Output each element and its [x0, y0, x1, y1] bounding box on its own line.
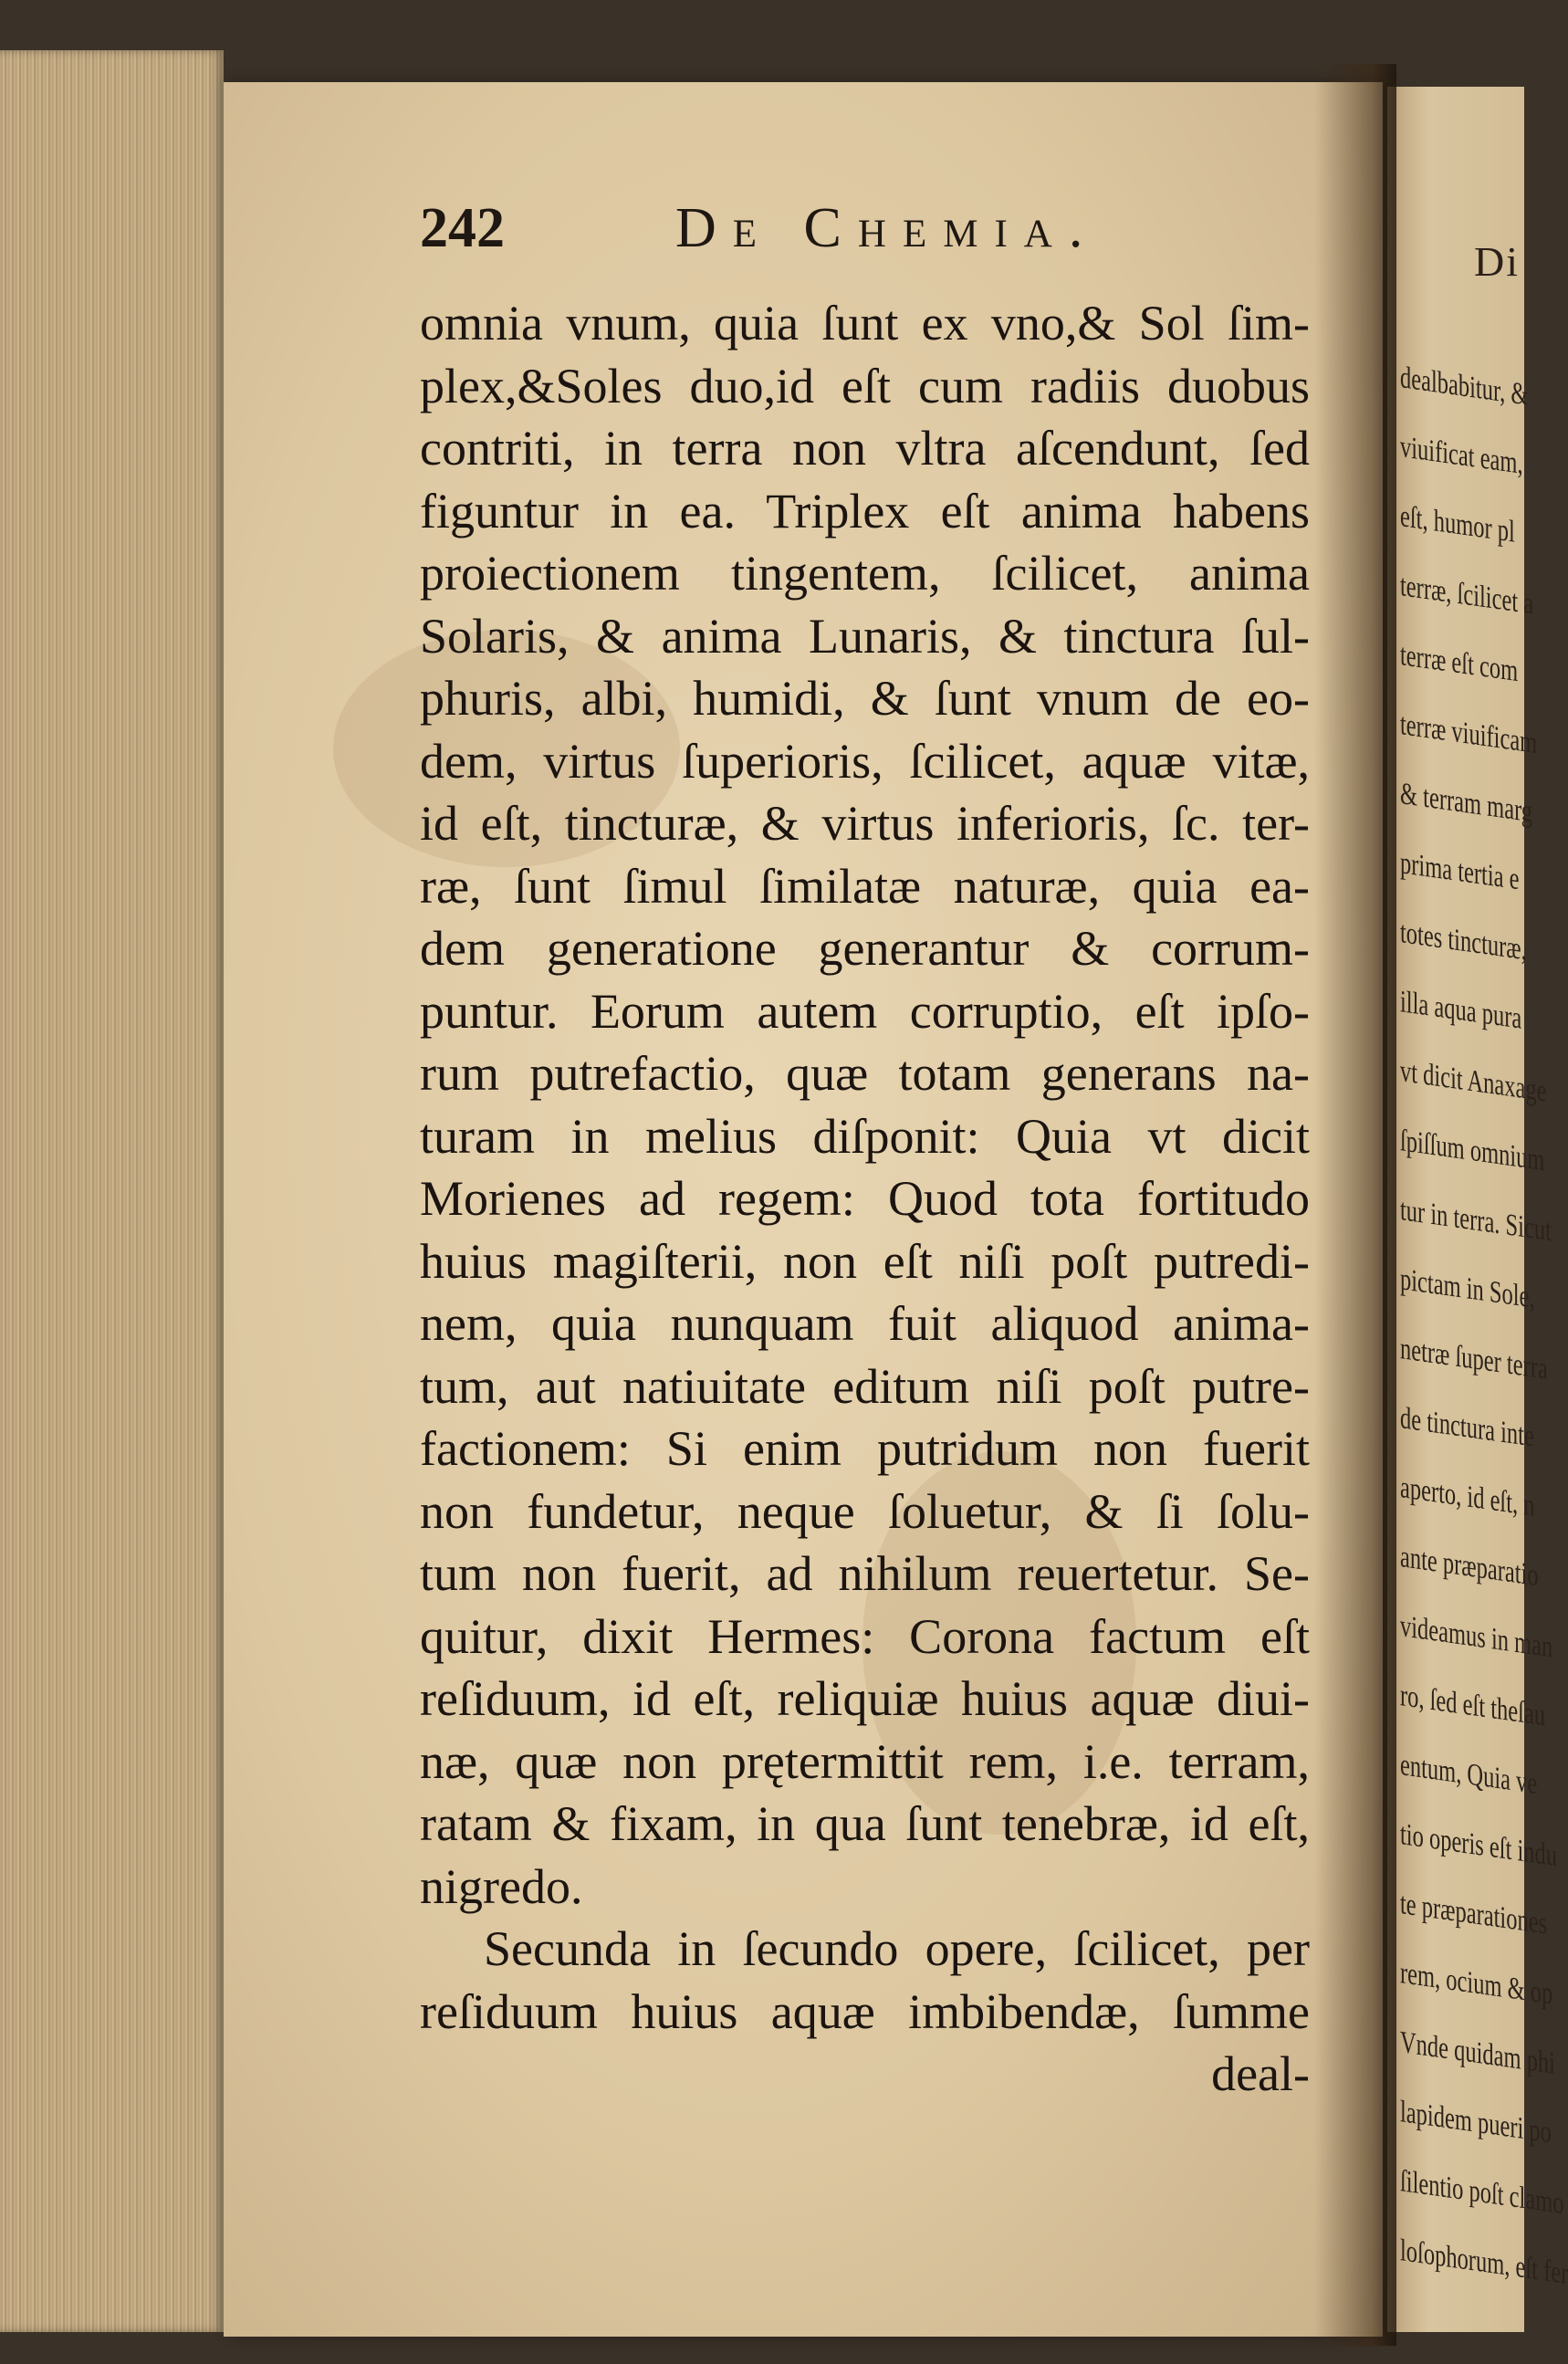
facing-text-line: totes tincturæ, — [1400, 915, 1527, 968]
facing-text-line: netræ ſuper terra — [1400, 1332, 1548, 1386]
body-text — [420, 292, 1333, 2043]
text-line: rum putrefactio, quæ totam generans na- — [420, 1046, 1310, 1101]
text-line: Solaris, & anima Lunaris, & tinctura ſul- — [420, 608, 1310, 664]
text-line: tum, aut natiuitate editum niſi poſt putre- — [420, 1358, 1310, 1414]
facing-text-line: vt dicit Anaxage — [1400, 1054, 1547, 1109]
facing-text-line: entum, Quia ve — [1400, 1748, 1538, 1802]
text-line: phuris, albi, humidi, & ſunt vnum de eo- — [420, 671, 1310, 726]
facing-text-line: terræ viuificam — [1400, 707, 1538, 761]
facing-text-line: pictam in Sole, — [1400, 1262, 1535, 1315]
facing-text-line: ſilentio poſt clamo — [1400, 2164, 1564, 2222]
text-line: figuntur in ea. Triplex eſt anima habens — [420, 483, 1310, 539]
facing-text-line: ſpiſſum omnium — [1400, 1124, 1545, 1178]
catchword: deal- — [1211, 2046, 1310, 2101]
facing-text-line: de tinctura inte — [1400, 1401, 1534, 1454]
text-line: tum non fuerit, ad nihilum reuertetur. Se- — [420, 1546, 1310, 1601]
facing-text-line: tur in terra. Sicut — [1400, 1193, 1552, 1249]
facing-text-line: ro, ſed eſt theſau — [1400, 1679, 1546, 1733]
text-line: proiectionem tingentem, ſcilicet, anima — [420, 546, 1310, 601]
facing-text-line: videamus in man — [1400, 1609, 1553, 1665]
text-line: contriti, in terra non vltra aſcendunt, ſed — [420, 421, 1310, 476]
facing-text-line: rem, ocium & op — [1400, 1956, 1553, 2012]
facing-text-line: dealbabitur, & — [1400, 361, 1529, 413]
facing-text-line: terræ eſt com — [1400, 638, 1519, 689]
text-line: reſiduum huius aquæ imbibendæ, ſumme — [420, 1983, 1310, 2039]
text-line: reſiduum, id eſt, reliquiæ huius aquæ diui- — [420, 1671, 1310, 1726]
text-line: ræ, ſunt ſimul ſimilatæ naturæ, quia ea- — [420, 858, 1310, 914]
book-page-edges — [0, 50, 224, 2332]
text-line: Secunda in ſecundo opere, ſcilicet, per — [484, 1921, 1310, 1976]
text-line: nem, quia nunquam fuit aliquod anima- — [420, 1296, 1310, 1351]
facing-text-line: tio operis eſt indu — [1400, 1817, 1558, 1874]
facing-text-line: viuificat eam, — [1400, 430, 1523, 481]
text-line: omnia vnum, quia ſunt ex vno,& Sol ſim- — [420, 296, 1310, 350]
page-number: 242 — [420, 197, 505, 259]
facing-text-line: terræ, ſcilicet a — [1400, 569, 1534, 622]
facing-text-line: aperto, id eſt, n — [1400, 1470, 1535, 1523]
facing-text-line: ante præparatio — [1400, 1540, 1539, 1594]
text-line: non fundetur, neque ſoluetur, & ſi ſolu- — [420, 1483, 1310, 1539]
running-head — [420, 196, 1333, 269]
facing-text-line: lapidem pueri po — [1400, 2095, 1552, 2150]
text-line: factionem: Si enim putridum non fuerit — [420, 1421, 1310, 1476]
text-line: huius magiſterii, non eſt niſi poſt putredi- — [420, 1233, 1310, 1289]
facing-page — [1387, 87, 1568, 2332]
text-line: dem, virtus ſuperioris, ſcilicet, aquæ vitæ, — [420, 733, 1310, 789]
facing-page-header: Di — [1474, 238, 1520, 285]
page-content — [420, 196, 1333, 2106]
text-line: nigredo. — [420, 1858, 583, 1914]
running-title: De Chemia. — [675, 197, 1100, 259]
facing-text-line: prima tertia e — [1400, 846, 1520, 897]
facing-text-line: eſt, humor pl — [1400, 499, 1515, 549]
facing-text-line: & terram marg — [1400, 777, 1533, 830]
text-line: dem generatione generantur & corrum- — [420, 921, 1310, 976]
facing-text-line: Vnde quidam phi — [1400, 2025, 1555, 2081]
text-line: ratam & fixam, in qua ſunt tenebræ, id eſt, — [420, 1796, 1310, 1851]
text-line: turam in melius diſponit: Quia vt dicit — [420, 1108, 1310, 1164]
text-line: næ, quæ non prętermittit rem, i.e. terram, — [420, 1733, 1310, 1789]
text-line: id eſt, tincturæ, & virtus inferioris, ſc. ter- — [420, 796, 1310, 851]
text-line: quitur, dixit Hermes: Corona factum eſt — [420, 1608, 1310, 1664]
facing-text-line: te præparationes — [1400, 1887, 1548, 1941]
text-line: puntur. Eorum autem corruptio, eſt ipſo- — [420, 983, 1310, 1039]
text-line: plex,&Soles duo,id eſt cum radiis duobus — [420, 358, 1310, 413]
facing-text-line: loſophorum, eſt fer — [1400, 2233, 1568, 2291]
facing-text-line: illa aqua pura — [1400, 985, 1522, 1036]
text-line: Morienes ad regem: Quod tota fortitudo — [420, 1171, 1310, 1226]
